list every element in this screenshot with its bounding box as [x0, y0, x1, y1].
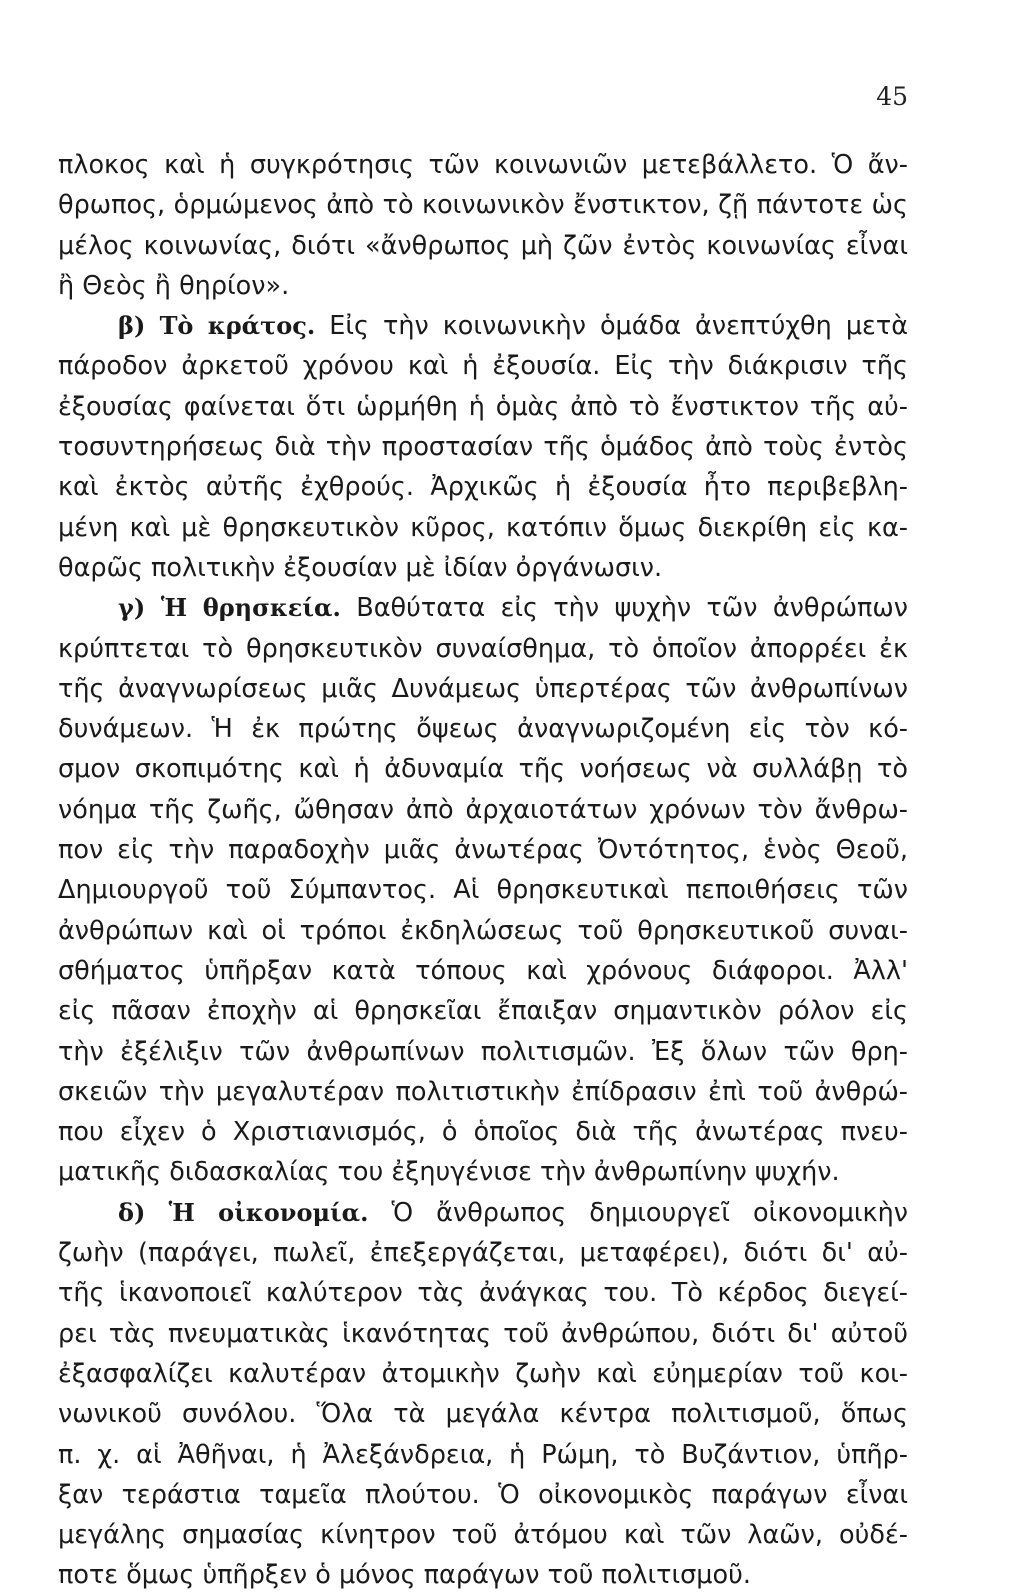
- section-heading-line: [58, 1193, 908, 1233]
- text-line: νωνικοῦ συνόλου. Ὅλα τὰ μεγάλα κέντρα πολιτισμοῦ, ὅπως: [58, 1399, 908, 1430]
- text-line: πον εἰς τὴν παραδοχὴν μιᾶς ἀνωτέρας Ὀντότητος, ἑνὸς Θεοῦ,: [58, 835, 908, 866]
- section-heading-thriskeia: γ) Ἡ θρησκεία.: [118, 593, 341, 623]
- text-line: ζωὴν (παράγει, πωλεῖ, ἐπεξεργάζεται, μεταφέρει), διότι δι' αὐ-: [58, 1238, 908, 1269]
- text-line: που εἶχεν ὁ Χριστιανισμός, ὁ ὁποῖος διὰ τῆς ἀνωτέρας πνευ-: [58, 1117, 908, 1148]
- text-line: ἀνθρώπων καὶ οἱ τρόποι ἐκδηλώσεως τοῦ θρησκευτικοῦ συναι-: [58, 915, 908, 946]
- text-line: σκειῶν τὴν μεγαλυτέραν πολιτιστικὴν ἐπίδρασιν ἐπὶ τοῦ ἀνθρώ-: [58, 1076, 908, 1107]
- text-line: Δημιουργοῦ τοῦ Σύμπαντος. Αἱ θρησκευτικαὶ πεποιθήσεις τῶν: [58, 875, 908, 906]
- text-line: σμον σκοπιμότης καὶ ἡ ἀδυναμία τῆς νοήσεως νὰ συλλάβῃ τὸ: [58, 754, 908, 785]
- text-line: ξαν τεράστια ταμεῖα πλούτου. Ὁ οἰκονομικὸς παράγων εἶναι: [58, 1479, 908, 1510]
- text-line: μέλος κοινωνίας, διότι «ἄνθρωπος μὴ ζῶν ἐντὸς κοινωνίας εἶναι: [58, 230, 908, 261]
- text-line: μένη καὶ μὲ θρησκευτικὸν κῦρος, κατόπιν ὅμως διεκρίθη εἰς κα-: [58, 512, 908, 543]
- text-line: θρωπος, ὁρμώμενος ἀπὸ τὸ κοινωνικὸν ἔνστικτον, ζῇ πάντοτε ὡς: [58, 190, 908, 221]
- body-text: [58, 145, 908, 1596]
- text-line: θαρῶς πολιτικὴν ἐξουσίαν μὲ ἰδίαν ὀργάνωσιν.: [58, 552, 663, 583]
- section-heading-oikonomia: δ) Ἡ οἰκονομία.: [118, 1197, 369, 1227]
- text-line: ποτε ὅμως ὑπῆρξεν ὁ μόνος παράγων τοῦ πολιτισμοῦ.: [58, 1560, 751, 1591]
- text-line: δυνάμεων. Ἡ ἐκ πρώτης ὄψεως ἀναγνωριζομένη εἰς τὸν κό-: [58, 714, 908, 745]
- text-line: νόημα τῆς ζωῆς, ὤθησαν ἀπὸ ἀρχαιοτάτων χρόνων τὸν ἄνθρω-: [58, 794, 908, 825]
- section-heading-kratos: β) Τὸ κράτος.: [118, 311, 316, 341]
- text-line: τοσυντηρήσεως διὰ τὴν προστασίαν τῆς ὁμάδος ἀπὸ τοὺς ἐντὸς: [58, 432, 908, 463]
- text-line: τῆς ἀναγνωρίσεως μιᾶς Δυνάμεως ὑπερτέρας τῶν ἀνθρωπίνων: [58, 673, 908, 704]
- text-line: τὴν ἐξέλιξιν τῶν ἀνθρωπίνων πολιτισμῶν. Ἐξ ὅλων τῶν θρη-: [58, 1036, 908, 1067]
- text-line: ἢ Θεὸς ἢ θηρίον».: [58, 270, 290, 301]
- text-line: Εἰς τὴν κοινωνικὴν ὁμάδα ἀνεπτύχθη μετὰ: [315, 311, 908, 342]
- text-line: ἐξουσίας φαίνεται ὅτι ὡρμήθη ἡ ὁμὰς ἀπὸ τὸ ἔνστικτον τῆς αὐ-: [58, 391, 908, 422]
- text-line: ματικῆς διδασκαλίας του ἐξηυγένισε τὴν ἀνθρωπίνην ψυχήν.: [58, 1157, 840, 1188]
- text-line: σθήματος ὑπῆρξαν κατὰ τόπους καὶ χρόνους διάφοροι. Ἀλλ': [58, 955, 908, 986]
- text-line: Βαθύτατα εἰς τὴν ψυχὴν τῶν ἀνθρώπων: [340, 593, 908, 624]
- page-number: 45: [876, 82, 908, 111]
- section-heading-line: [58, 588, 908, 628]
- text-line: καὶ ἐκτὸς αὐτῆς ἐχθρούς. Ἀρχικῶς ἡ ἐξουσία ἦτο περιβεβλη-: [58, 472, 908, 503]
- text-line: ἐξασφαλίζει καλυτέραν ἀτομικὴν ζωὴν καὶ εὐημερίαν τοῦ κοι-: [58, 1358, 908, 1389]
- text-line: πλοκος καὶ ἡ συγκρότησις τῶν κοινωνιῶν μετεβάλλετο. Ὁ ἄν-: [58, 150, 908, 180]
- text-line: τῆς ἱκανοποιεῖ καλύτερον τὰς ἀνάγκας του. Τὸ κέρδος διεγεί-: [58, 1278, 908, 1309]
- text-line: εἰς πᾶσαν ἐποχὴν αἱ θρησκεῖαι ἔπαιξαν σημαντικὸν ρόλον εἰς: [58, 996, 908, 1027]
- section-heading-line: [58, 306, 908, 346]
- text-line: Ὁ ἄνθρωπος δημιουργεῖ οἰκονομικὴν: [368, 1197, 908, 1228]
- text-line: ρει τὰς πνευματικὰς ἱκανότητας τοῦ ἀνθρώπου, διότι δι' αὐτοῦ: [58, 1318, 908, 1349]
- text-line: κρύπτεται τὸ θρησκευτικὸν συναίσθημα, τὸ ὁποῖον ἀπορρέει ἐκ: [58, 633, 908, 664]
- text-line: π. χ. αἱ Ἀθῆναι, ἡ Ἀλεξάνδρεια, ἡ Ρώμη, τὸ Βυζάντιον, ὑπῆρ-: [58, 1439, 908, 1470]
- text-line: μεγάλης σημασίας κίνητρον τοῦ ἀτόμου καὶ τῶν λαῶν, οὐδέ-: [58, 1520, 908, 1551]
- text-line: πάροδον ἀρκετοῦ χρόνου καὶ ἡ ἐξουσία. Εἰς τὴν διάκρισιν τῆς: [58, 351, 908, 382]
